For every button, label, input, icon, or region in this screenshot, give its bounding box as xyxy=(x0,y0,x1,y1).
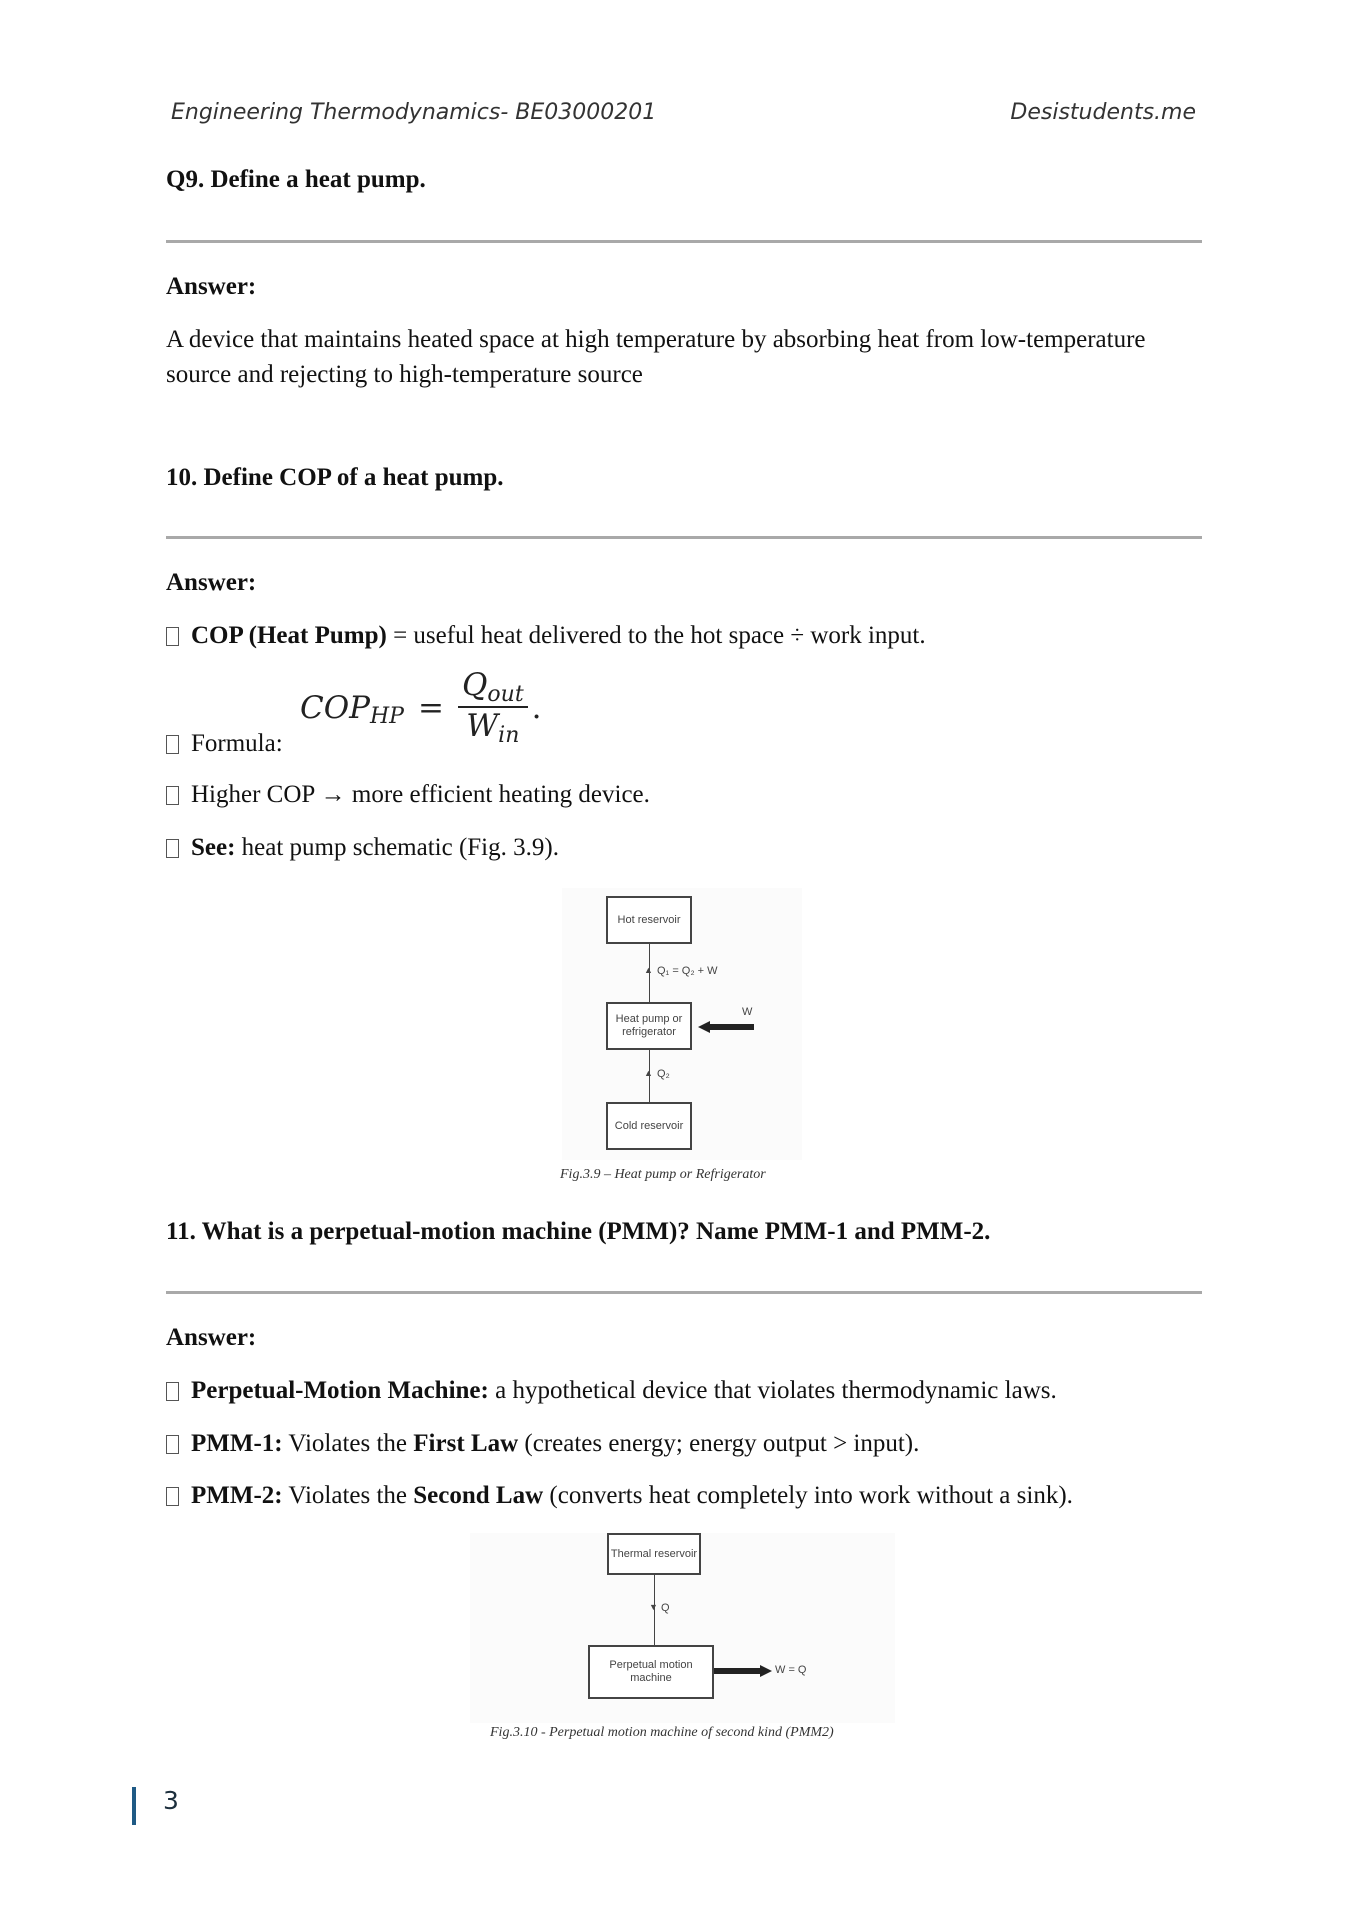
heat-pump-diagram xyxy=(562,888,802,1160)
thermal-reservoir-box: Thermal reservoir xyxy=(607,1533,701,1575)
work-arrow-shaft xyxy=(704,1024,754,1030)
answer-label: Answer: xyxy=(166,273,257,300)
bullet-text: (converts heat completely into work without a sink). xyxy=(543,1482,1073,1509)
bullet-bold: PMM-2: xyxy=(191,1482,283,1509)
bullet-text: Higher COP → more efficient heating device. xyxy=(191,781,650,808)
page-number-accent-bar xyxy=(132,1787,136,1825)
section-divider xyxy=(166,536,1202,539)
bullet-box-icon xyxy=(166,786,179,805)
bullet-text: = useful heat delivered to the hot space ÷ work input. xyxy=(386,622,926,649)
figure-caption: Fig.3.9 – Heat pump or Refrigerator xyxy=(560,1167,766,1182)
q1-label: Q₁ = Q₂ + W xyxy=(657,965,718,977)
header-site-name: Desistudents.me xyxy=(1010,100,1196,125)
hot-reservoir-box: Hot reservoir xyxy=(606,896,692,944)
section-divider xyxy=(166,1291,1202,1294)
arrow-up-icon: ▲ xyxy=(644,965,653,975)
perpetual-machine-box: Perpetual motion machine xyxy=(588,1645,714,1699)
pmm2-diagram xyxy=(470,1533,895,1723)
list-item xyxy=(166,1482,1073,1510)
question-10-title: 10. Define COP of a heat pump. xyxy=(166,464,504,491)
page-number: 3 xyxy=(163,1786,179,1815)
bullet-box-icon xyxy=(166,1487,179,1506)
arrow-right-icon xyxy=(760,1665,772,1677)
bullet-text: Formula: xyxy=(191,730,283,757)
arrow-up-icon: ▲ xyxy=(644,1068,653,1078)
formula-fraction xyxy=(458,668,528,748)
arrow-down-icon: ▼ xyxy=(649,1602,658,1612)
answer-label: Answer: xyxy=(166,569,257,596)
list-item xyxy=(166,622,926,650)
formula-numerator-sub: out xyxy=(487,682,524,707)
formula-equals: = xyxy=(418,690,444,726)
formula-period: . xyxy=(531,690,542,726)
bullet-text: heat pump schematic (Fig. 3.9). xyxy=(235,834,559,861)
work-arrow-shaft xyxy=(714,1668,760,1674)
w-equals-q-label: W = Q xyxy=(775,1664,807,1676)
formula-lhs: COP xyxy=(300,690,370,726)
bullet-text: Violates the xyxy=(282,1430,414,1457)
answer-text: A device that maintains heated space at high temperature by absorbing heat from low-temperature source and rejecting to high-temperature source xyxy=(166,326,1146,388)
list-item xyxy=(166,1430,919,1458)
bullet-bold: First Law xyxy=(413,1430,519,1457)
formula-numerator: Q xyxy=(461,667,488,703)
question-11-title: 11. What is a perpetual-motion machine (PMM)? Name PMM-1 and PMM-2. xyxy=(166,1218,991,1245)
bullet-box-icon xyxy=(166,1435,179,1454)
cold-reservoir-box: Cold reservoir xyxy=(606,1102,692,1150)
bullet-bold: Second Law xyxy=(413,1482,544,1509)
bullet-text: Violates the xyxy=(282,1482,414,1509)
bullet-bold: PMM-1: xyxy=(191,1430,283,1457)
bullet-text: a hypothetical device that violates thermodynamic laws. xyxy=(488,1377,1057,1404)
q2-label: Q₂ xyxy=(657,1068,670,1080)
section-divider xyxy=(166,240,1202,243)
figure-caption: Fig.3.10 - Perpetual motion machine of second kind (PMM2) xyxy=(490,1725,834,1740)
formula-denominator: W xyxy=(466,708,499,744)
heat-pump-box: Heat pump or refrigerator xyxy=(606,1002,692,1050)
list-item xyxy=(166,781,650,809)
header-course-title: Engineering Thermodynamics- BE03000201 xyxy=(171,100,657,125)
bullet-box-icon xyxy=(166,1382,179,1401)
list-item xyxy=(166,834,559,862)
answer-label: Answer: xyxy=(166,1324,257,1351)
bullet-box-icon xyxy=(166,839,179,858)
bullet-box-icon xyxy=(166,735,179,754)
cop-formula xyxy=(300,668,542,748)
list-item xyxy=(166,1377,1057,1405)
bullet-bold: Perpetual-Motion Machine: xyxy=(191,1377,489,1404)
formula-denominator-sub: in xyxy=(498,723,520,748)
w-label: W xyxy=(742,1006,753,1018)
list-item xyxy=(166,730,283,758)
bullet-box-icon xyxy=(166,627,179,646)
bullet-bold: COP (Heat Pump) xyxy=(191,622,387,649)
q-label: Q xyxy=(661,1602,670,1614)
bullet-bold: See: xyxy=(191,834,236,861)
bullet-text: (creates energy; energy output > input). xyxy=(518,1430,920,1457)
question-9-title: Q9. Define a heat pump. xyxy=(166,166,426,193)
formula-lhs-sub: HP xyxy=(370,703,404,729)
